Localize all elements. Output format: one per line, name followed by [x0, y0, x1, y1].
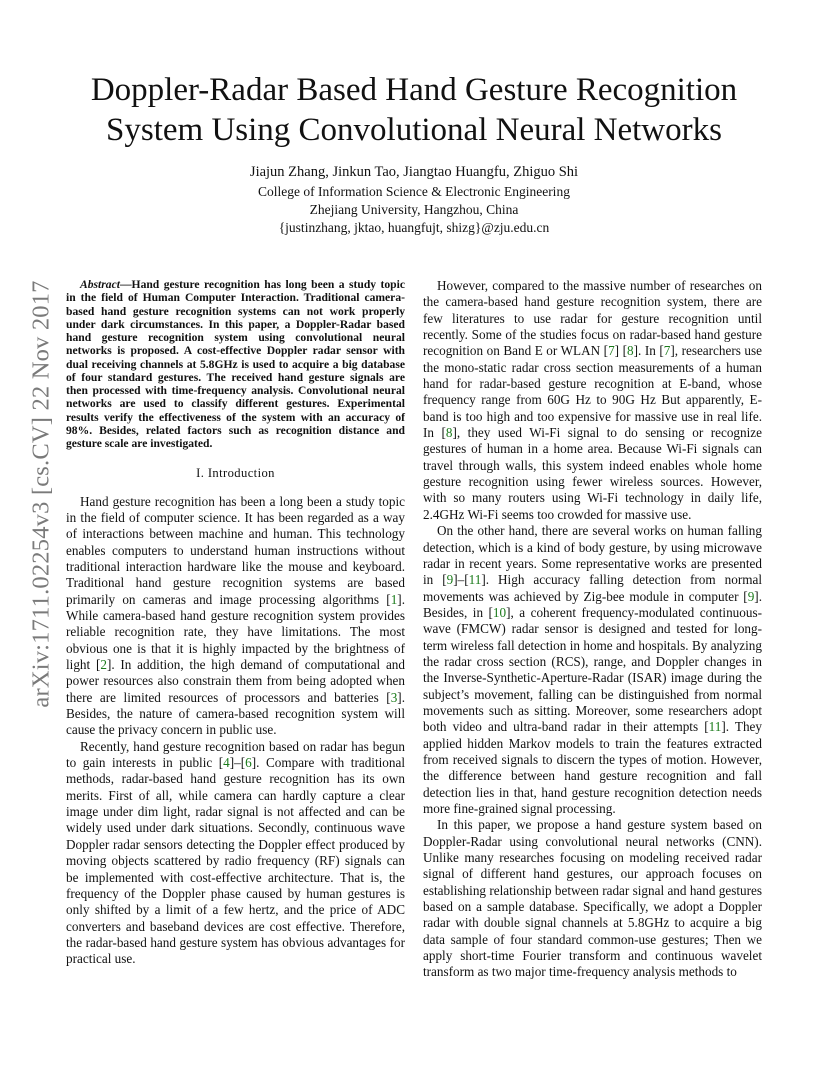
intro-paragraph-4: On the other hand, there are several works on human falling detection, which is a kind of body gesture, by using microwave radar in recent years. Some representative works are presented in [9]–[11]. High accuracy falling detection from normal movements was achieved by Zig-bee module in computer [9]. Besides, in [10], a coherent frequency-modulated continuous-wave (FMCW) radar sensor is designed and tested for long-term wireless fall detection in home and hospitals. By analyzing the radar cross section (RCS), range, and Doppler changes in the Inverse-Synthetic-Aperture-Radar (ISAR) image during the subject’s movement, falling can be distinguished from normal movements such as sitting. Moreover, some researchers adopt both video and ultra-band radar in their attempts [11]. They applied hidden Markov models to train the features extracted from received signals to discern the types of motion. However, the difference between hand gesture recognition and fall detection lies in that, hand gesture recognition detection needs more fine-grained signal processing. [423, 523, 763, 816]
title-line-2: System Using Convolutional Neural Networks [106, 112, 722, 148]
title-line-1: Doppler-Radar Based Hand Gesture Recognition [90, 72, 738, 108]
author-emails: {justinzhang, jktao, huangfujt, shizg}@zju.edu.cn [278, 220, 550, 235]
arxiv-sidebar-stamp [22, 280, 62, 708]
abstract-text: —Hand gesture recognition has long been a study topic in the field of Human Computer Interaction. Traditional camera-based hand gesture recognition systems can not work properly under dark circumstances. In this paper, a Doppler-Radar based hand gesture recognition system using convolutional neural networks is proposed. A cost-effective Doppler radar sensor with dual receiving channels at 5.8GHz is used to acquire a big database of four standard gestures. The received hand gesture signals are then processed with time-frequency analysis. Convolutional neural networks are used to classify different gestures. Experimental results verify the effectiveness of the system with an accuracy of 98%. Besides, related factors such as recognition distance and gesture scale are investigated. [66, 278, 405, 450]
abstract-label: Abstract [80, 278, 120, 291]
arxiv-identifier: arXiv:1711.02254v3 [cs.CV] 22 Nov 2017 [28, 280, 56, 708]
intro-paragraph-2: Recently, hand gesture recognition based on radar has begun to gain interests in public [4]–[6]. Compare with traditional methods, radar-based hand gesture recognition has its own merits. First of all, while camera can hardly capture a clear image under dim light, radar signal is not affected and can be widely used under dark situations. Secondly, continuous wave Doppler radar sensors detecting the Doppler effect produced by moving objects scattered by radio frequency (RF) signals can be implemented with cost-effective architecture. That is, the frequency of the Doppler phase caused by human gestures is only shifted by a limit of a few hertz, and the price of ADC converters and baseband devices are cost effective. Therefore, the radar-based hand gesture system has obvious advantages for practical use. [66, 738, 406, 967]
left-column [66, 278, 405, 968]
intro-paragraph-3: However, compared to the massive number of researches on the camera-based hand gesture recognition system, there are few literatures to use radar for gesture recognition until recently. Some of the studies focus on radar-based hand gesture recognition on Band E or WLAN [7] [8]. In [7], researchers use the mono-static radar cross section measurements of a human hand for radar-based gesture recognition at E-band, whose frequency range from 60G Hz to 90G Hz But apparently, E-band is too high and too expensive for massive use in real life. In [8], they used Wi-Fi signal to do sensing or recognize gestures of human in a home area. Because Wi-Fi signals can travel through walls, this system indeed enables whole home gesture recognition using fewer wireless sources. However, with so many routers using Wi-Fi technology in daily life, 2.4GHz Wi-Fi seems too crowded for massive use. [423, 278, 762, 522]
intro-paragraph-5: In this paper, we propose a hand gesture system based on Doppler-Radar using convolutional neural networks (CNN). Unlike many researches focusing on modeling received radar signal of different hand gestures, our approach focuses on establishing relationship between radar signal and hand gestures based on a sample database. Specifically, we adopt a Doppler radar with double signal channels at 5.8GHz to acquire a big data sample of four standard common-use gestures; Then we apply short-time Fourier transform and continuous wavelet transform as two major time-frequency analysis methods to [423, 817, 762, 980]
affiliation-college: College of Information Science & Electronic Engineering [258, 184, 570, 199]
affiliation-university: Zhejiang University, Hangzhou, China [309, 202, 519, 217]
paper-title [40, 70, 788, 150]
author-names: Jiajun Zhang, Jinkun Tao, Jiangtao Huangfu, Zhiguo Shi [249, 164, 579, 180]
section-heading-introduction: I. Introduction [196, 466, 275, 481]
intro-paragraph-1: Hand gesture recognition has been a long been a study topic in the field of computer science. It has been regarded as a way of interactions between machine and human. This technology enables computers to understand human instructions without traditional interaction hardware like the mouse and keyboard. Traditional hand gesture recognition systems are based primarily on cameras and image processing algorithms [1]. While camera-based hand gesture recognition system provides reliable recognition rate, they have limitations. The most obvious one is that it is highly impacted by the brightness of light [2]. In addition, the high demand of computational and power resources also constrain them from being adopted when there are limited resources of processors and batteries [3]. Besides, the nature of camera-based recognition system will cause the privacy concern in public use. [66, 493, 405, 738]
author-block [114, 163, 714, 237]
right-column [423, 278, 762, 981]
abstract [66, 278, 405, 450]
